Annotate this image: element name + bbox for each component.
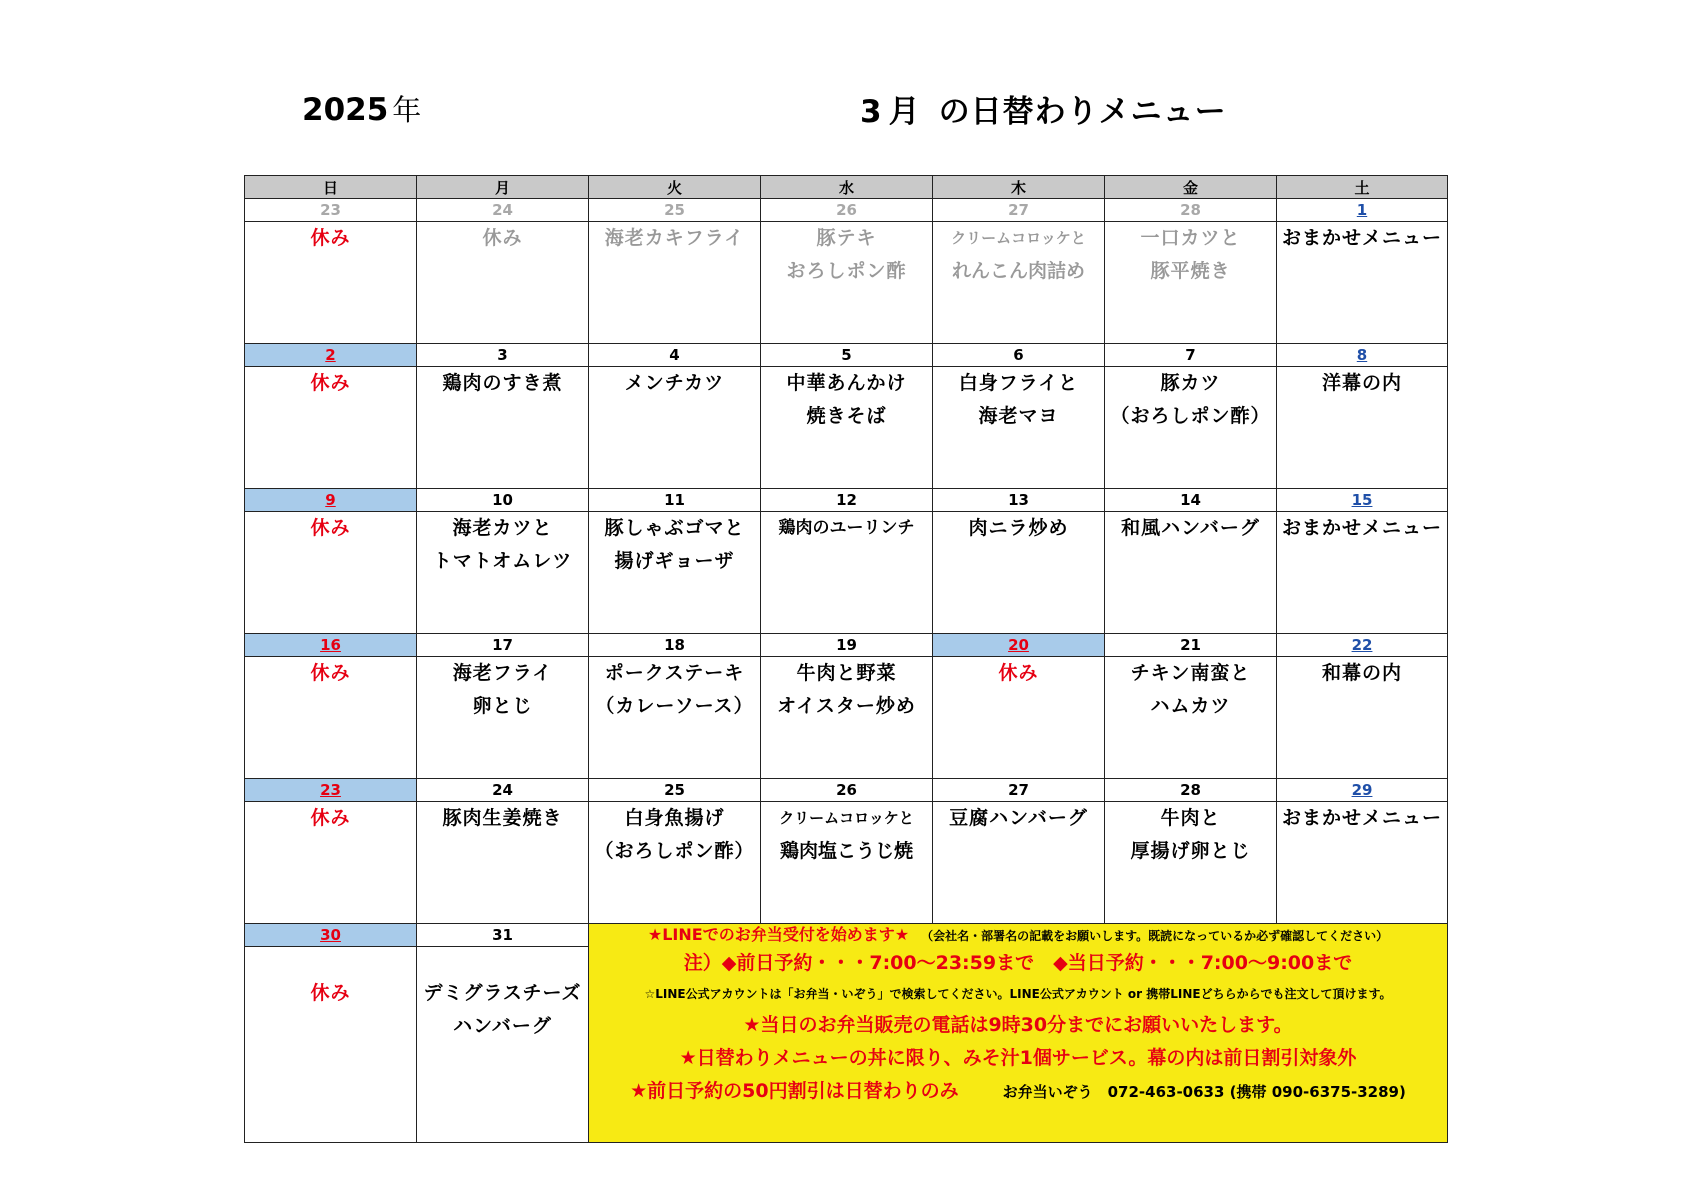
menu-line: おまかせメニュー bbox=[1281, 517, 1442, 539]
menu-cell bbox=[1105, 657, 1277, 779]
menu-line: オイスター炒め bbox=[777, 695, 916, 717]
menu-line: 休み bbox=[310, 372, 351, 394]
menu-line: 厚揚げ卵とじ bbox=[1130, 840, 1251, 862]
notice-line-6-text: ★前日予約の50円割引は日替わりのみ bbox=[630, 1080, 959, 1102]
weekday-sun: 日 bbox=[245, 176, 417, 199]
menu-line: 白身フライと bbox=[958, 372, 1079, 394]
menu-line: 和幕の内 bbox=[1321, 662, 1402, 684]
date-cell: 28 bbox=[1105, 779, 1277, 802]
menu-cell bbox=[761, 512, 933, 634]
date-cell: 7 bbox=[1105, 344, 1277, 367]
date-row bbox=[245, 779, 1448, 802]
date-cell: 12 bbox=[761, 489, 933, 512]
menu-line: 白身魚揚げ bbox=[624, 807, 725, 829]
menu-line: チキン南蛮と bbox=[1130, 662, 1251, 684]
date-row bbox=[245, 489, 1448, 512]
date-row bbox=[245, 344, 1448, 367]
menu-line: 休み bbox=[482, 227, 523, 249]
date-cell: 24 bbox=[417, 779, 589, 802]
menu-line: 豆腐ハンバーグ bbox=[949, 807, 1088, 829]
menu-line: 休み bbox=[998, 662, 1039, 684]
menu-line: 休み bbox=[310, 227, 351, 249]
date-cell: 16 bbox=[245, 634, 417, 657]
notice-box bbox=[589, 924, 1448, 1143]
menu-cell bbox=[245, 512, 417, 634]
menu-line: トマトオムレツ bbox=[432, 550, 573, 572]
menu-cell bbox=[245, 367, 417, 489]
menu-cell bbox=[1277, 657, 1448, 779]
date-cell: 6 bbox=[933, 344, 1105, 367]
date-cell: 21 bbox=[1105, 634, 1277, 657]
menu-cell bbox=[417, 512, 589, 634]
menu-line: 牛肉と野菜 bbox=[796, 662, 897, 684]
weekday-thu: 木 bbox=[933, 176, 1105, 199]
menu-line: 海老カキフライ bbox=[604, 227, 745, 249]
menu-line: 和風ハンバーグ bbox=[1121, 517, 1260, 539]
menu-line: 一口カツと bbox=[1140, 227, 1241, 249]
menu-cell bbox=[1105, 802, 1277, 924]
menu-line: 中華あんかけ bbox=[786, 372, 907, 394]
menu-cell bbox=[417, 222, 589, 344]
menu-line: クリームコロッケと bbox=[779, 809, 914, 827]
date-cell: 26 bbox=[761, 779, 933, 802]
menu-line: 豚テキ bbox=[816, 227, 877, 249]
menu-line: 洋幕の内 bbox=[1321, 372, 1402, 394]
menu-row bbox=[245, 222, 1448, 344]
menu-line: クリームコロッケと bbox=[951, 229, 1086, 247]
notice-line-5: ★日替わりメニューの丼に限り、みそ汁1個サービス。幕の内は前日割引対象外 bbox=[679, 1047, 1357, 1069]
menu-cell bbox=[761, 802, 933, 924]
menu-cell bbox=[245, 947, 417, 1143]
date-cell: 24 bbox=[417, 199, 589, 222]
menu-line: （おろしポン酢） bbox=[594, 840, 755, 862]
date-row bbox=[245, 924, 1448, 947]
menu-cell bbox=[761, 367, 933, 489]
menu-line: 肉ニラ炒め bbox=[968, 517, 1069, 539]
menu-cell bbox=[1277, 222, 1448, 344]
menu-line: 休み bbox=[310, 662, 351, 684]
date-cell: 17 bbox=[417, 634, 589, 657]
date-cell: 23 bbox=[245, 779, 417, 802]
menu-line: （おろしポン酢） bbox=[1110, 405, 1271, 427]
menu-cell bbox=[417, 802, 589, 924]
menu-line: デミグラスチーズ bbox=[423, 982, 582, 1004]
date-row bbox=[245, 634, 1448, 657]
menu-cell bbox=[933, 657, 1105, 779]
year-unit: 年 bbox=[392, 93, 422, 127]
menu-line: おろしポン酢 bbox=[786, 260, 907, 282]
menu-cell bbox=[245, 222, 417, 344]
menu-cell bbox=[417, 367, 589, 489]
menu-line: 休み bbox=[310, 517, 351, 539]
date-cell: 27 bbox=[933, 779, 1105, 802]
menu-cell bbox=[245, 657, 417, 779]
date-cell: 14 bbox=[1105, 489, 1277, 512]
menu-line: れんこん肉詰め bbox=[951, 260, 1085, 282]
menu-cell bbox=[589, 802, 761, 924]
menu-cell bbox=[1277, 802, 1448, 924]
page-title bbox=[860, 86, 1227, 131]
shop-contact: お弁当いぞう 072-463-0633 (携帯 090-6375-3289) bbox=[1002, 1083, 1406, 1101]
menu-line: ポークステーキ bbox=[604, 662, 745, 684]
menu-line: おまかせメニュー bbox=[1281, 807, 1442, 829]
notice-line-1-red: ★LINEでのお弁当受付を始めます★ bbox=[647, 925, 910, 944]
notice-line-3: ☆LINE公式アカウントは「お弁当・いぞう」で検索してください。LINE公式アカウント or 携帯LINEどちらからでも注文して頂けます。 bbox=[644, 987, 1392, 1001]
weekday-fri: 金 bbox=[1105, 176, 1277, 199]
menu-cell bbox=[761, 657, 933, 779]
date-cell: 8 bbox=[1277, 344, 1448, 367]
menu-line: おまかせメニュー bbox=[1281, 227, 1442, 249]
date-cell: 3 bbox=[417, 344, 589, 367]
menu-cell bbox=[589, 657, 761, 779]
date-cell: 20 bbox=[933, 634, 1105, 657]
date-cell: 25 bbox=[589, 779, 761, 802]
date-cell: 15 bbox=[1277, 489, 1448, 512]
menu-line: 鶏肉のユーリンチ bbox=[778, 518, 915, 538]
date-cell: 1 bbox=[1277, 199, 1448, 222]
menu-line: 豚カツ bbox=[1160, 372, 1221, 394]
weekday-sat: 土 bbox=[1277, 176, 1448, 199]
menu-row bbox=[245, 512, 1448, 634]
menu-line: 豚肉生姜焼き bbox=[442, 807, 563, 829]
date-cell: 10 bbox=[417, 489, 589, 512]
menu-line: 豚しゃぶゴマと bbox=[604, 517, 745, 539]
menu-cell bbox=[1277, 512, 1448, 634]
menu-line: 休み bbox=[310, 807, 351, 829]
menu-line: 牛肉と bbox=[1160, 807, 1221, 829]
notice-line-2: 注）◆前日予約・・・7:00～23:59まで ◆当日予約・・・7:00～9:00まで bbox=[683, 952, 1353, 974]
date-cell: 19 bbox=[761, 634, 933, 657]
menu-cell bbox=[1277, 367, 1448, 489]
menu-line: 海老マヨ bbox=[978, 405, 1059, 427]
menu-row bbox=[245, 367, 1448, 489]
menu-line: 鶏肉塩こうじ焼 bbox=[779, 840, 913, 862]
date-cell: 29 bbox=[1277, 779, 1448, 802]
menu-row bbox=[245, 657, 1448, 779]
menu-line: メンチカツ bbox=[624, 372, 725, 394]
menu-calendar bbox=[244, 175, 1448, 1143]
notice-line-1-note: （会社名・部署名の記載をお願いします。既読になっているか必ず確認してください） bbox=[921, 929, 1389, 943]
menu-line: 豚平焼き bbox=[1150, 260, 1231, 282]
date-cell: 31 bbox=[417, 924, 589, 947]
date-cell: 28 bbox=[1105, 199, 1277, 222]
date-cell: 27 bbox=[933, 199, 1105, 222]
date-row bbox=[245, 199, 1448, 222]
menu-cell bbox=[933, 367, 1105, 489]
notice-line-4: ★当日のお弁当販売の電話は9時30分までにお願いいたします。 bbox=[743, 1014, 1293, 1036]
notice-line-1 bbox=[589, 924, 1447, 947]
date-cell: 9 bbox=[245, 489, 417, 512]
menu-line: 海老フライ bbox=[452, 662, 553, 684]
menu-line: 鶏肉のすき煮 bbox=[442, 372, 563, 394]
date-cell: 13 bbox=[933, 489, 1105, 512]
weekday-mon: 月 bbox=[417, 176, 589, 199]
menu-cell bbox=[761, 222, 933, 344]
date-cell: 25 bbox=[589, 199, 761, 222]
menu-cell bbox=[589, 512, 761, 634]
menu-line: ハムカツ bbox=[1150, 695, 1231, 717]
date-cell: 22 bbox=[1277, 634, 1448, 657]
menu-row bbox=[245, 802, 1448, 924]
menu-cell bbox=[933, 802, 1105, 924]
date-cell: 4 bbox=[589, 344, 761, 367]
menu-line: 休み bbox=[310, 982, 351, 1004]
menu-line: 焼きそば bbox=[806, 405, 887, 427]
title-suffix: の日替わりメニュー bbox=[938, 94, 1227, 130]
menu-cell bbox=[417, 947, 589, 1143]
weekday-wed: 水 bbox=[761, 176, 933, 199]
menu-cell bbox=[933, 512, 1105, 634]
weekday-tue: 火 bbox=[589, 176, 761, 199]
menu-cell bbox=[1105, 222, 1277, 344]
menu-cell bbox=[245, 802, 417, 924]
date-cell: 26 bbox=[761, 199, 933, 222]
date-cell: 30 bbox=[245, 924, 417, 947]
date-cell: 5 bbox=[761, 344, 933, 367]
date-cell: 23 bbox=[245, 199, 417, 222]
menu-cell bbox=[589, 222, 761, 344]
menu-cell bbox=[1105, 367, 1277, 489]
year-label bbox=[302, 88, 421, 129]
menu-cell bbox=[589, 367, 761, 489]
date-cell: 11 bbox=[589, 489, 761, 512]
menu-line: 卵とじ bbox=[472, 695, 533, 717]
date-cell: 18 bbox=[589, 634, 761, 657]
menu-line: ハンバーグ bbox=[453, 1015, 552, 1037]
menu-line: （カレーソース） bbox=[595, 695, 754, 717]
menu-line: 海老カツと bbox=[452, 517, 553, 539]
date-cell: 2 bbox=[245, 344, 417, 367]
weekday-header-row bbox=[245, 176, 1448, 199]
month-number: 3 bbox=[860, 94, 883, 130]
menu-line: 揚げギョーザ bbox=[614, 550, 735, 572]
month-unit: 月 bbox=[888, 94, 921, 130]
menu-cell bbox=[933, 222, 1105, 344]
notice-line-6 bbox=[589, 1075, 1447, 1109]
year-number: 2025 bbox=[302, 92, 389, 128]
menu-cell bbox=[1105, 512, 1277, 634]
menu-cell bbox=[417, 657, 589, 779]
